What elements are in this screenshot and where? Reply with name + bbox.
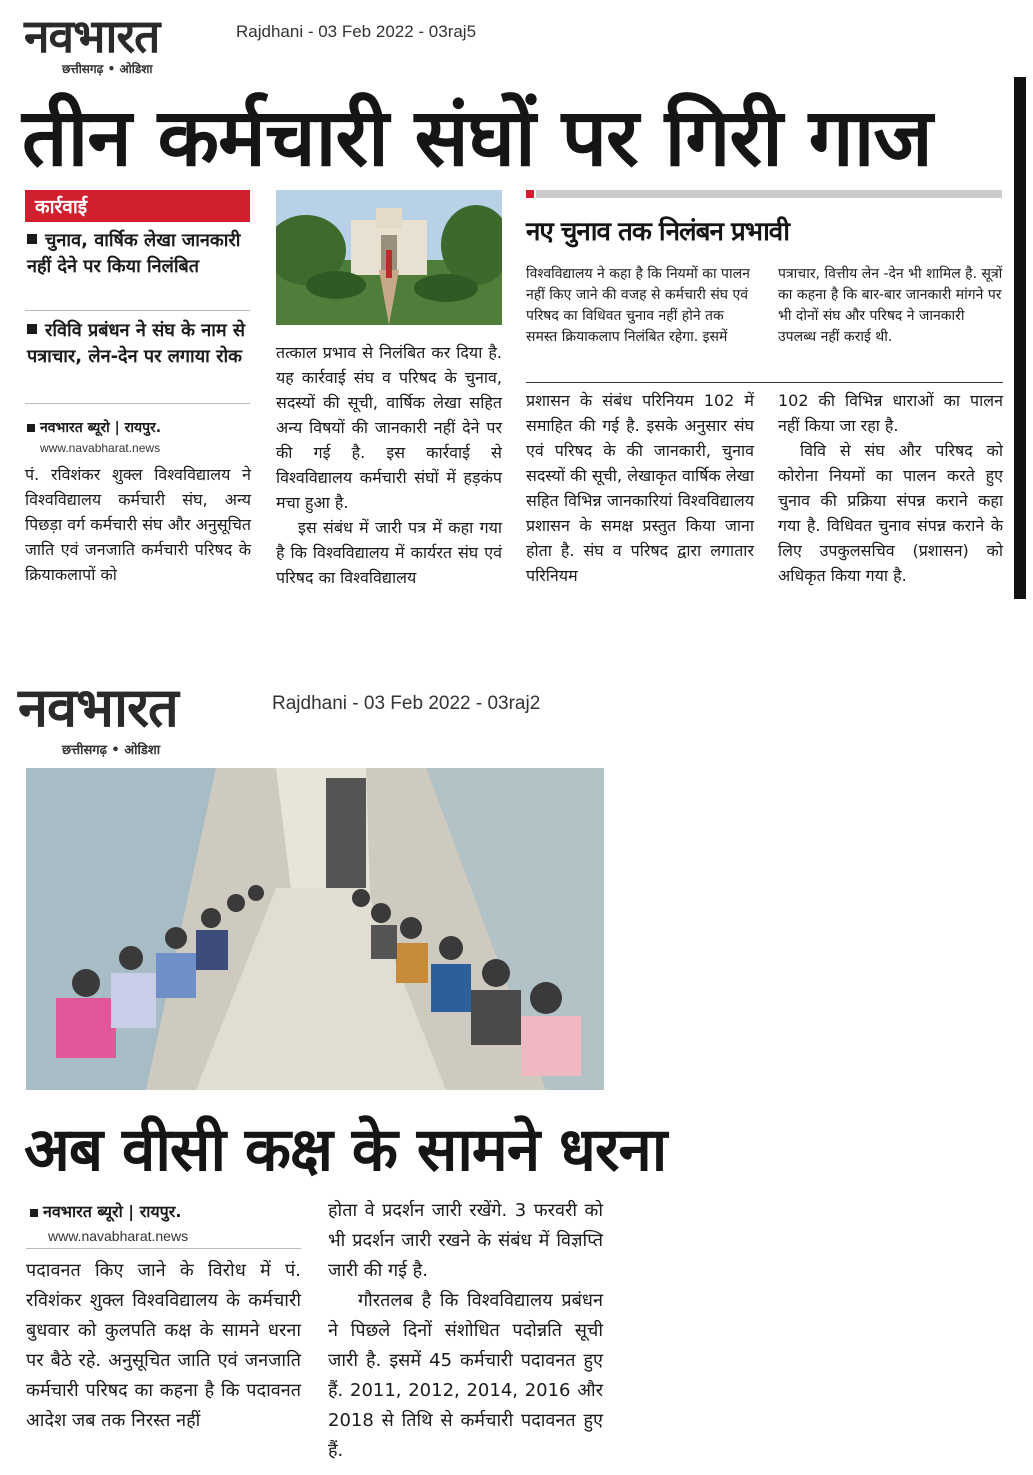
website: www.navabharat.news <box>48 1228 189 1244</box>
column-4-text-p2: विवि से संघ और परिषद को कोरोना नियमों का पालन करते हुए चुनाव की प्रक्रिया संपन्न कराने कहा गया है. विधिवत चुनाव संपन्न कराने के लिए उपकुलसचिव (प्रशासन) को अधिकृत किया गया है. <box>778 441 1003 585</box>
dateline: Rajdhani - 03 Feb 2022 - 03raj5 <box>236 22 477 41</box>
masthead-subtitle: छत्तीसगढ़ • ओडिशा <box>62 62 153 76</box>
headline: तीन कर्मचारी संघों पर गिरी गाज <box>22 91 932 184</box>
subhead: नए चुनाव तक निलंबन प्रभावी <box>526 217 789 247</box>
byline <box>30 1200 181 1222</box>
bullet-text: रविवि प्रबंधन ने संघ के नाम से पत्राचार, लेन-देन पर लगाया रोक <box>27 320 246 367</box>
box-column-2: पत्राचार, वित्तीय लेन -देन भी शामिल है. सूत्रों का कहना है कि बार-बार जानकारी मांगने पर भी दोनों संघ और परिषद ने जानकारी उपलब्ध नहीं कराई थी. <box>778 266 1003 345</box>
masthead-logo: नवभारत <box>24 9 160 63</box>
campus-photo <box>276 190 502 325</box>
bullet-1 <box>27 228 247 280</box>
page-edge-bar <box>1014 77 1026 599</box>
byline <box>27 418 161 437</box>
column-1-text: पं. रविशंकर शुक्ल विश्वविद्यालय ने विश्वविद्यालय कर्मचारी संघ, अन्य पिछड़ा वर्ग कर्मचारी संघ और अनुसूचित जाति एवं जनजाति कर्मचारी परिषद के क्रियाकलापों को <box>25 465 251 584</box>
campus-photo-image <box>276 190 502 325</box>
divider <box>25 310 250 311</box>
byline-square-icon <box>30 1209 38 1217</box>
byline-text: नवभारत ब्यूरो | रायपुर. <box>40 420 162 436</box>
box-top-bar <box>536 190 1002 198</box>
masthead-logo: नवभारत <box>18 676 178 739</box>
box-marker <box>526 190 534 198</box>
box-bottom-rule <box>526 382 1003 383</box>
column-2-text-p2: इस संबंध में जारी पत्र में कहा गया है कि विश्वविद्यालय में कार्यरत संघ एवं परिषद का विश्वविद्यालय <box>276 518 502 587</box>
headline: अब वीसी कक्ष के सामने धरना <box>24 1115 667 1185</box>
bullet-square-icon <box>27 234 37 244</box>
website: www.navabharat.news <box>40 441 161 455</box>
column-1-text: पदावनत किए जाने के विरोध में पं. रविशंकर शुक्ल विश्वविद्यालय के कर्मचारी बुधवार को कुलपति कक्ष के सामने धरना पर बैठे रहे. अनुसूचित जाति एवं जनजाति कर्मचारी परिषद का कहना है कि पदावनत आदेश जब तक निरस्त नहीं <box>26 1260 301 1431</box>
protest-photo-image <box>26 768 604 1090</box>
column-3-text: प्रशासन के संबंध परिनियम 102 में समाहित की गई है. इसके अनुसार संघ एवं परिषद के की जानकारी, चुनाव सदस्यों की सूची, लेखाकृत वार्षिक लेखा सहित विभिन्न जानकारियां विश्वविद्यालय प्रशासन के समक्ष प्रस्तुत किया जाना होता है. संघ व परिषद द्वारा लगातार परिनियम <box>526 391 754 585</box>
column-4-text: 102 की विभिन्न धाराओं का पालन नहीं किया जा रहा है. <box>778 391 1003 435</box>
dateline: Rajdhani - 03 Feb 2022 - 03raj2 <box>272 693 541 714</box>
byline-square-icon <box>27 424 35 432</box>
protest-photo <box>26 768 604 1090</box>
divider <box>26 1248 301 1249</box>
bullet-text: चुनाव, वार्षिक लेखा जानकारी नहीं देने पर किया निलंबित <box>27 230 241 277</box>
bullet-square-icon <box>27 324 37 334</box>
column-2-text: तत्काल प्रभाव से निलंबित कर दिया है. यह कार्रवाई संघ व परिषद के चुनाव, सदस्यों की सूची, वार्षिक लेखा सहित अन्य विषयों की जानकारी नहीं देने पर की गई है. इस कार्रवाई से विश्वविद्यालय कर्मचारी संघों में हड़कंप मचा हुआ है. <box>276 343 502 512</box>
byline-text: नवभारत ब्यूरो | रायपुर. <box>43 1202 182 1221</box>
box-column-1: विश्वविद्यालय ने कहा है कि नियमों का पालन नहीं किए जाने की वजह से कर्मचारी संघ एवं परिषद का विधिवत चुनाव नहीं होने तक समस्त क्रियाकलाप निलंबित रहेगा. इसमें <box>526 266 750 345</box>
bullet-2 <box>27 318 252 370</box>
section-tag: कार्रवाई <box>25 190 250 222</box>
divider <box>25 403 250 404</box>
masthead-subtitle: छत्तीसगढ़ • ओडिशा <box>62 743 161 758</box>
column-2-text: होता वे प्रदर्शन जारी रखेंगे. 3 फरवरी को भी प्रदर्शन जारी रखने के संबंध में विज्ञप्ति जारी की गई है. <box>328 1200 603 1281</box>
column-2-text-p2: गौरतलब है कि विश्वविद्यालय प्रबंधन ने पिछले दिनों संशोधित पदोन्नति सूची जारी है. इसमें 45 कर्मचारी पदावनत हुए हैं. 2011, 2012, 2014, 2016 और 2018 से तिथि से कर्मचारी पदावनत हुए हैं. <box>328 1290 603 1461</box>
